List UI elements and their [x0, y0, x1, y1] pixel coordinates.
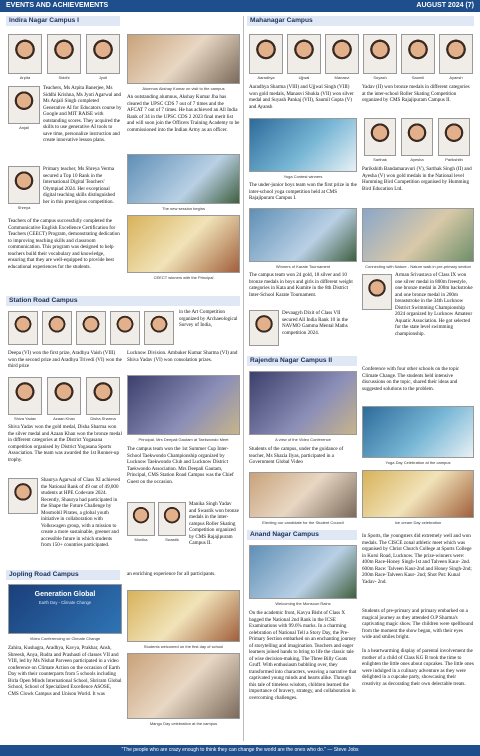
caption-akshay-visit: Alumnus Akshay Kumar on visit to the campus: [142, 86, 225, 91]
photo-swastik: [158, 502, 186, 536]
name-aaradhya: Aaradhya: [257, 75, 275, 80]
anand-p2: In Sports, the youngsters did extremely well and won medals. The CISCE zonal athletic meet which was organised by Christ Church College at Sports College in Kursi Road, Lucknow. The prize-winners were: 400m Race-Honey Singh-1st and Talveen Kaur- 2nd. 600m Race: Talveen Kaur-2nd and Honey Singh-2nd; 200m Race-Talveen Kaur- 2nd; Shot Put: Kunal Yadav- 2nd.: [362, 533, 472, 585]
photo-ambuker: [110, 311, 140, 345]
photo-akshay-visit: [127, 34, 240, 84]
photo-video-conference: [249, 371, 357, 435]
caption-mango-day: Mango Day celebration at the campus: [149, 721, 218, 726]
name-disha-sharma: Disha Sharma: [90, 416, 116, 421]
photo-yoga-day: [362, 406, 474, 458]
rajendra-p2: Conference with four other schools on the topic Climate Change. The students held intensive discussions on the topic, shared their ideas and suggested solutions to the problem.: [362, 366, 460, 392]
photo-generation-global: [8, 584, 122, 634]
photo-nature-walk: [362, 208, 474, 262]
photo-aaradhya: [249, 34, 283, 74]
photo-manasvi: [325, 34, 359, 74]
name-suyash: Suyash: [373, 75, 387, 80]
photo-ayansh: [439, 34, 473, 74]
photo-karate-winners: [249, 208, 357, 262]
caption-ice-cream-day: Ice cream Day celebration: [394, 520, 442, 525]
jopling-p2: an enriching experience for all participants.: [127, 571, 216, 577]
anand-p3: Students of pre-primary and primary embarked on a magical journey as they attended O.P Sharma's captivating magic show. The children were spellbound from the moment the show began, with their eyes wide and smiles bright.: [362, 608, 474, 641]
caption-video-conference: A view of the Video Conference: [275, 437, 331, 442]
rajendra-p1: Students of the campus, under the guidance of teacher, Ms Shazia Ilyas, participated in a Government Global Video: [249, 446, 344, 466]
name-siddhi: Siddhi: [58, 75, 70, 80]
photo-ayesha: [401, 118, 433, 156]
photo-ujjwal: [287, 34, 321, 74]
station-p2: Shiva Yadav won the gold medal, Disha Sharma won the silver medal and Azaan Khan won the bronze medal in different categories at the District Yogasana competition organised by District Yogasana Sports Association. The team was awarded the 1st Runner-up trophy.: [8, 424, 122, 463]
photo-mango-day: [127, 653, 240, 719]
caption-first-day: Students welcomed on the first day of school: [143, 644, 224, 649]
banner-generation-global: Generation Global: [34, 591, 96, 598]
photo-shiva: [144, 311, 174, 345]
photo-arpita: [8, 34, 42, 74]
photo-disha-sharma: [86, 377, 120, 415]
photo-suyash: [363, 34, 397, 74]
mahanagar-p6: Arman Srivastava of Class IX won one silver medal in 800m freestyle, one bronze medal in 200m backstroke and one bronze medal in 200m breaststroke in the 34th Lucknow District Swimming Championship 2024 organized by Lucknow Amateur Aquatic Association. He got selected for the state level swimming championship.: [395, 272, 473, 337]
photo-monsoon: [249, 545, 357, 599]
station-p4: Lucknow Division. Ambuker Kumar Sharma (VI) and Shiva Yadav (VI) won consolation prizes.: [127, 350, 238, 363]
station-p1: Deepa (VI) won the first prize, Aradhya Vaish (VIII) won the second prize and Aradhya Trivedi (VI) won the third prize: [8, 350, 122, 370]
column-divider: [243, 16, 244, 741]
station-p3: Shaurya Agarwal of Class XI achieved the National Rank of 49 out of 49,000 students at HPE Codevate 2024. Recently, Shaurya had participated in the Shape the Future Challenge by Mosmobil Pirates, a global youth initiative in collaboration with Volkswagen group, with a mission to create a more sustainable, greener and accessible future in which students from 150+ countries participated.: [41, 477, 121, 549]
caption-yoga-contest: Yoga Contest winners: [283, 174, 323, 179]
name-saumil: Saumil: [411, 75, 425, 80]
photo-deepa: [8, 311, 38, 345]
caption-new-session: The new session begins: [162, 206, 205, 211]
indira-p2: Primary teacher, Ms Shreya Verma secured a Top 10 Rank in the International Digital Teachers' Olympiad 2024. Her exceptional digital teaching skills distinguished her in this prestigious competition.: [43, 166, 116, 205]
name-shreya: Shreya: [17, 205, 31, 210]
photo-jyoti: [86, 34, 120, 74]
caption-video-conf: Video Conferencing on Climate Change: [29, 636, 101, 641]
name-anjali: Anjali: [19, 125, 29, 130]
mahanagar-p3: The under-junior boys team won the first prize in the inter-school yoga competition held at CMS Rajajipuram Campus I.: [249, 182, 357, 202]
indira-p3: Teachers of the campus successfully completed the Communicative English Excellence Certification for Teachers (CEECT) Program, demonstrating dedication to improving teaching skills and classroom communication. This program was designed to help teachers build their vocabulary and knowledge, ensuring that they are well-equipped to provide best educational experiences for the students.: [8, 218, 120, 270]
caption-ceect-winners: CEECT winners with the Principal: [153, 275, 214, 280]
photo-yoga-contest: [249, 118, 357, 172]
photo-siddhi: [47, 34, 81, 74]
name-ayesha: Ayesha: [410, 157, 424, 162]
section-title-rajendra: Rajendra Nagar Campus II: [247, 356, 357, 366]
footer-quote-text: "The people who are crazy enough to think they can change the world are the ones who do." — Steve Jobs: [121, 747, 359, 754]
name-ayansh: Ayansh: [449, 75, 463, 80]
mahanagar-p1b: Yadav (II) won bronze medals in different categories at the inter-school Roller Skating Competition organized by CMS Rajajipuram Campus II.: [362, 84, 470, 104]
name-ujjwal: Ujjwal: [298, 75, 310, 80]
name-parikshith: Parikshith: [445, 157, 463, 162]
photo-ceect-winners: [127, 215, 240, 273]
station-p6: Manika Singh Yadav and Swastik won bronze medals in the inter-campus Roller Skating Competition organized by CMS Rajajipuram Campus II.: [189, 501, 239, 547]
photo-shiva-yadav: [8, 377, 42, 415]
station-p5: The campus team won the 1st Summer Cup Inter-School Taekwondo Championship organized by Lucknow Taekwondo Club and Lucknow District Taekwondo Association. Mrs Deepali Gautam, Principal, CMS Station Road Campus was the Chief Guest on the occasion.: [127, 446, 234, 485]
photo-devaagyh: [249, 310, 279, 346]
page-header: [0, 0, 480, 12]
photo-saumil: [401, 34, 435, 74]
photo-aradhya-trivedi: [76, 311, 106, 345]
caption-nature-walk: Connecting with Nature - Nature walk in pre-primary section: [365, 264, 471, 269]
caption-taekwondo-meet: Principal, Mrs Deepali Gautam at Taekwondo Meet: [138, 437, 229, 442]
mahanagar-p1: Aaradhya Sharma (VIII) and Ujjwal Singh (VIII) won gold medals, Manasvi Shukla (VII) won silver medal and Suyash Pankaj (VII), Saumil Gupta (V) and Ayansh: [249, 84, 354, 110]
jopling-p1: Zahira, Kushagra, Aradhya, Kavya, Prakhar, Ansh, Shreesh, Anya, Rudra and Prashasti of classes VII and VIII, led by Ms Nishat Parveen participated in a video conference on Climate Action on the occasion of Earth Day with their counterparts from 5 schools including Birla Open Minds International School, Shriram Global School, School of Specialized Excellence ASOSE, CMS Clowk Campus and Unison World. It was: [8, 645, 122, 697]
caption-student-council: Electing our candidate for the Student Council: [262, 520, 344, 525]
name-monika: Monika: [134, 537, 148, 542]
photo-shreya: [8, 166, 40, 204]
caption-karate-winners: Winners of Karate Tournament: [275, 264, 331, 269]
name-jyoti: Jyoti: [98, 75, 108, 80]
name-sarthak: Sarthak: [373, 157, 387, 162]
footer-quote: [0, 745, 480, 756]
photo-arman: [362, 274, 392, 310]
caption-yoga-day: Yoga Day Celebration at the campus: [385, 460, 451, 465]
indira-p1: Teachers, Ms Arpita Banerjee, Ms Siddhi Krishna, Ms Jyoti Agarwal and Ms Anjali Singh completed Generative AI for Educators course by Google and MIT RAISE with outstanding scores. They acquired the skills to use generative AI tools to save time, personalize instruction and create innovative lesson plans.: [43, 85, 122, 144]
photo-first-day: [127, 590, 240, 642]
indira-para-1a: [43, 85, 122, 144]
section-title-anand: Anand Nagar Campus: [247, 530, 357, 540]
anand-p4: In a heartwarming display of parental involvement the mother of a child of Class KG B took the time to enlighten the little ones about cupcakes. The little ones were indulged in a culinary adventure as they were delighted in a cupcake party, showcasing their creativity as decorating their own delectable treats.: [362, 648, 474, 687]
section-title-indira: Indira Nagar Campus I: [6, 16, 120, 26]
caption-monsoon: Welcoming the Monsoon Rains: [275, 601, 331, 606]
name-swastik: Swastik: [165, 537, 179, 542]
name-manasvi: Manasvi: [334, 75, 350, 80]
name-shiva-yadav: Shiva Yadav: [13, 416, 37, 421]
mahanagar-p4: The campus team won 24 gold, 18 silver and 10 bronze medals in boys and girls in different weight categories in Kata and Kumite in the 8th District Inter-School Karate Tournament.: [249, 272, 353, 298]
header-edition: AUGUST 2024 (7): [416, 1, 474, 9]
section-title-jopling: Jopling Road Campus: [6, 570, 120, 580]
anand-p1: On the academic front, Kavya Bisht of Class X bagged the National 2nd Rank in the ICSE Examinations with 99.6% marks. In a charming celebration of National Tell a Story Day, the Pre-Primary Section embarked on an enchanting journey of storytelling and imagination. Teachers and eager learners joined hands to bring to life the classic tale of wise decision-making, The Three Billy Goats Gruff. With enthusiasm bubbling over, they transformed into characters, weaving a narrative that captivated young minds and hearts alike. Through this tale of timeless wisdom, children learned the importance of bravery, strategy, and collaboration in overcoming challenges.: [249, 610, 357, 701]
station-p0: in the Art Competition organized by Archaeological Survey of India,: [179, 309, 238, 329]
photo-taekwondo-meet: [127, 375, 240, 435]
name-arpita: Arpita: [19, 75, 31, 80]
photo-anjali: [8, 86, 40, 124]
section-title-station: Station Road Campus: [6, 296, 240, 306]
name-azaan-khan: Azaan Khan: [53, 416, 75, 421]
photo-ice-cream-day: [362, 470, 474, 518]
photo-azaan-khan: [47, 377, 81, 415]
photo-student-council: [249, 472, 357, 518]
photo-monika: [127, 502, 155, 536]
banner-earth-day: Earth Day - Climate Change: [38, 599, 92, 605]
photo-aradhya-vaish: [42, 311, 72, 345]
mahanagar-p2: Parikshith Bandamaravuri (V), Sarthak Singh (II) and Ayesha (V) won gold medals in the National level Humming Bird Competition organised by Humming Bird Education Ltd.: [362, 166, 472, 192]
photo-parikshith: [438, 118, 470, 156]
photo-new-session: [127, 154, 240, 204]
indira-p4: An outstanding alumnus, Akshay Kumar Jha has cleared the UPSC CDS 7 out of 7 times and the AFCAT 7 out of 7 times. He has achieved an All India Rank of 34 in the UPSC CDS 2 2023 final merit list and will soon join the Officers Training Academy to be commissioned into the Indian Army as an officer.: [127, 94, 240, 133]
mahanagar-p5: Devaagyh Dixit of Class VII secured All India Rank 10 in the NAVMO Gamma Mental Maths competition 2024.: [282, 310, 348, 336]
photo-sarthak: [364, 118, 396, 156]
photo-shaurya: [8, 478, 38, 514]
section-title-mahanagar: Mahanagar Campus: [247, 16, 474, 26]
header-title: EVENTS AND ACHIEVEMENTS: [6, 1, 109, 9]
